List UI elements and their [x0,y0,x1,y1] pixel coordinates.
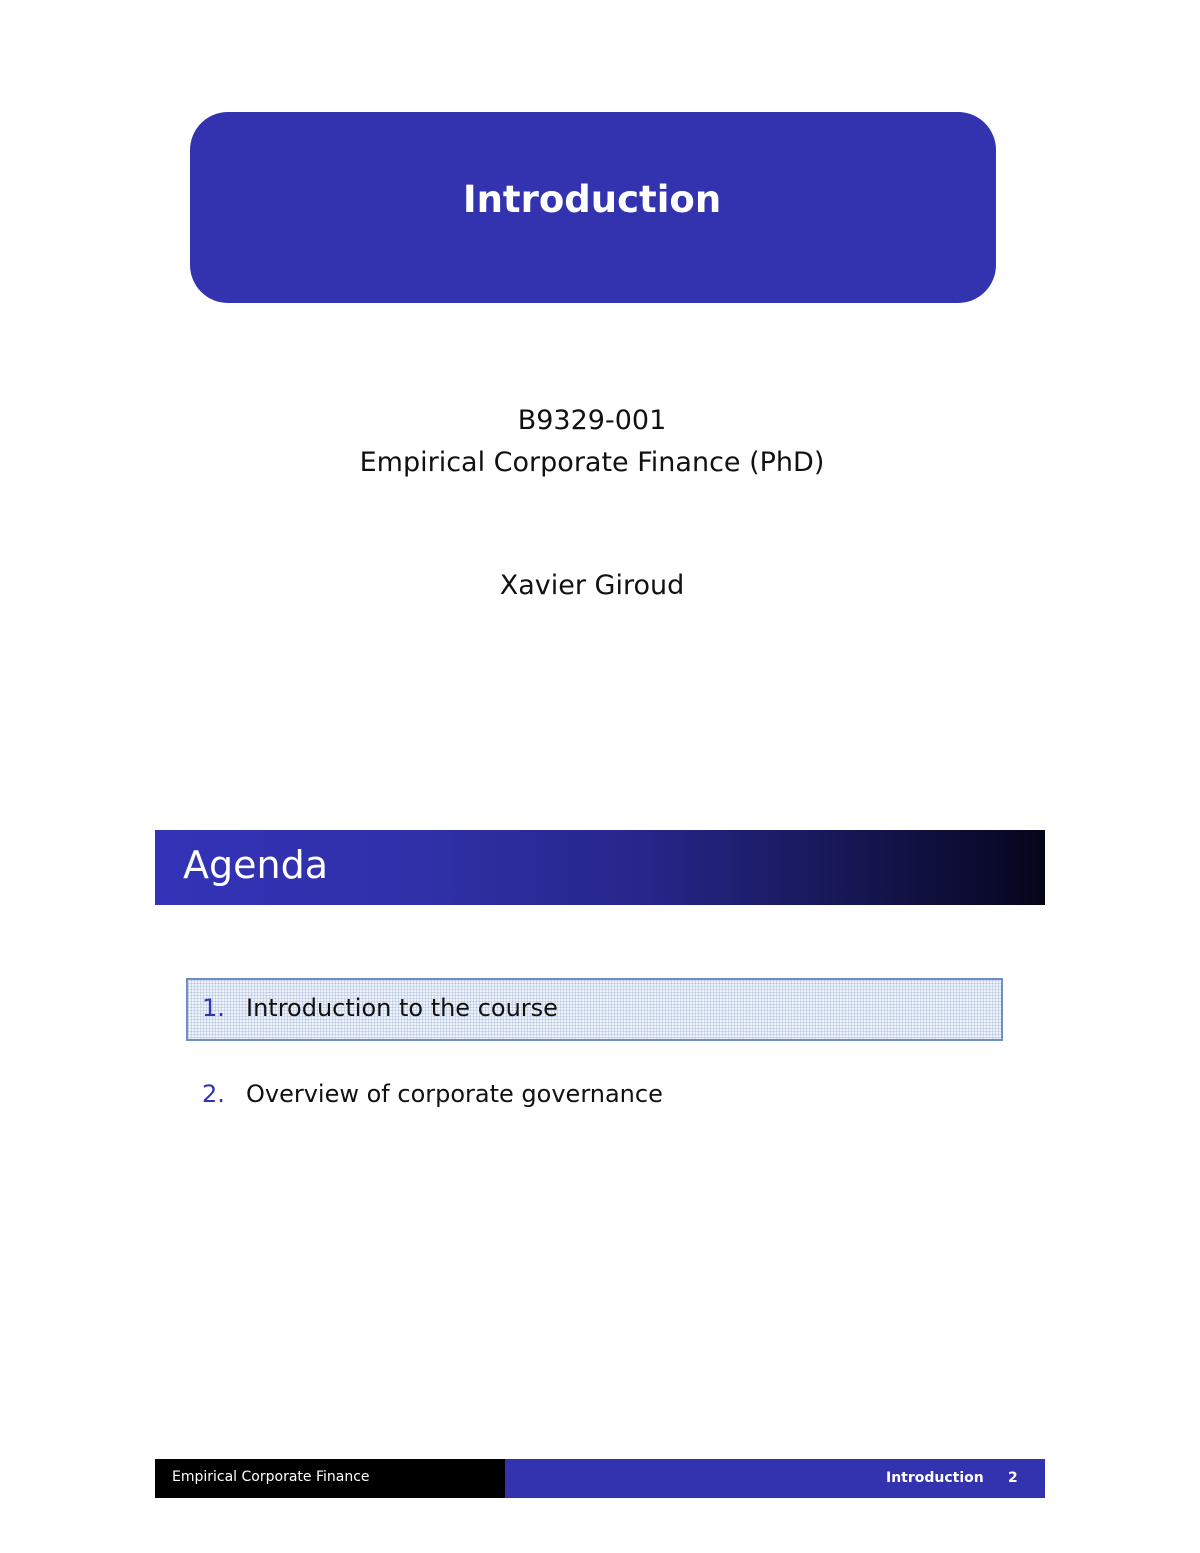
agenda-item-number: 1. [202,994,225,1022]
agenda-item-text: Overview of corporate governance [246,1080,663,1108]
agenda-heading: Agenda [183,843,328,887]
footer-section-name: Introduction [886,1470,984,1486]
instructor-name: Xavier Giroud [499,570,685,601]
agenda-item-number: 2. [202,1080,225,1108]
footer-page-number: 2 [1008,1470,1018,1486]
course-name: Empirical Corporate Finance (PhD) [359,447,825,478]
footer-course-name: Empirical Corporate Finance [172,1469,370,1485]
course-code: B9329-001 [517,405,667,436]
agenda-item-text: Introduction to the course [246,994,558,1022]
slide-title: Introduction [462,178,722,221]
